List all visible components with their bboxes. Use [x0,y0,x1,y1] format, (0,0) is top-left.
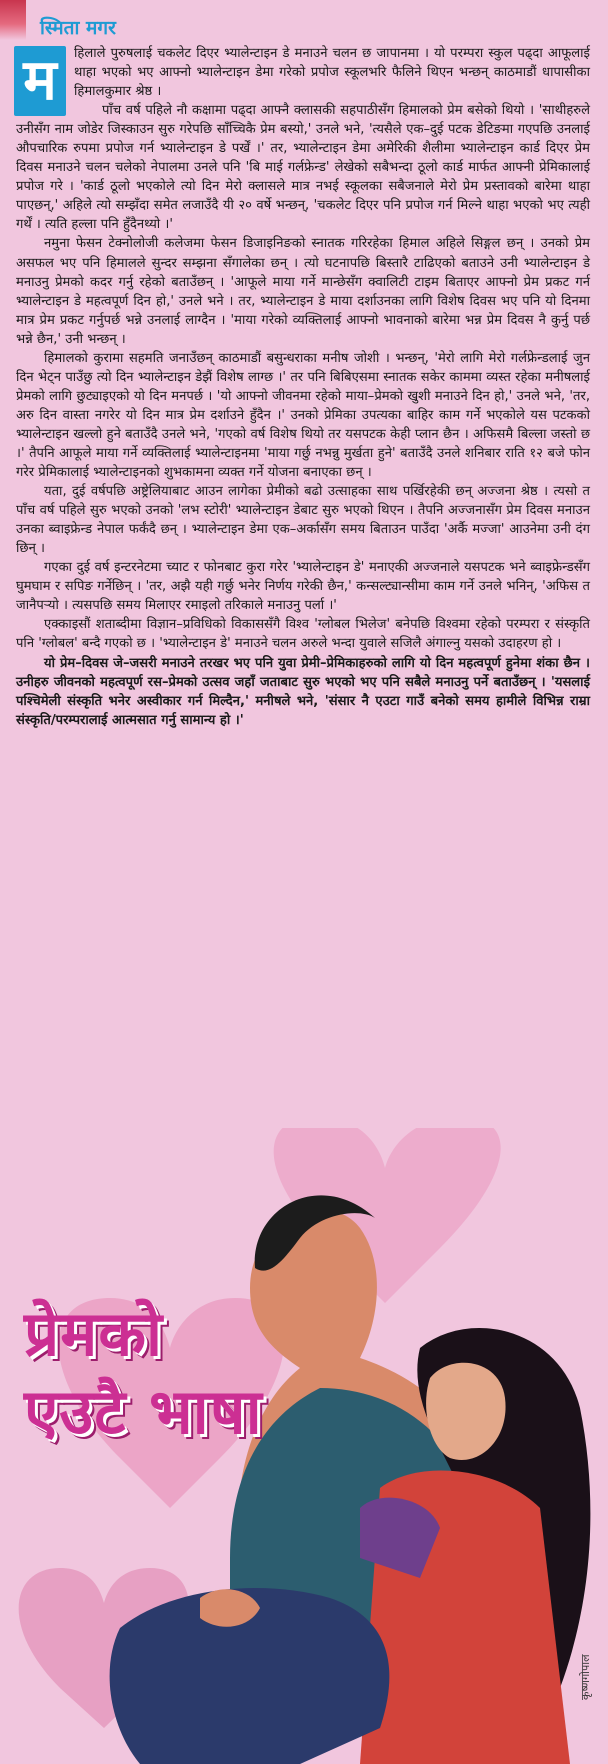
paragraph: एक्काइसौं शताब्दीमा विज्ञान–प्रविधिको विकाससँगै विश्व 'ग्लोबल भिलेज' बनेपछि विश्वमा रहेको परम्परा र संस्कृति पनि 'ग्लोबल' बन्दै गएको छ । 'भ्यालेन्टाइन डे' मनाउने चलन अरुले भन्दा युवाले सजिलै अंगाल्नु यसको उदाहरण हो । [16,617,590,652]
headline-line-2: एउटै भाषा [24,1375,263,1448]
corner-ribbon [0,0,26,40]
paragraph: हिलाले पुरुषलाई चकलेट दिएर भ्यालेन्टाइन डे मनाउने चलन छ जापानमा । यो परम्परा स्कुल पढ्दा आफूलाई थाहा भएको भए आफ्नो भ्यालेन्टाइन डेमा गरेको प्रपोज स्कूलभरि फैलिने थिएन भन्छन् काठमाडौं धापासीका हिमालकुमार श्रेष्ठ । [74,46,590,100]
paragraph: यो प्रेम–दिवस जे–जसरी मनाउने तरखर भए पनि युवा प्रेमी–प्रेमिकाहरुको लागि यो दिन महत्वपूर्ण हुनेमा शंका छैन । उनीहरु जीवनको महत्वपूर्ण रस–प्रेमको उत्सव जहाँ जताबाट सुरु भएको भए पनि सबैले मनाउनु पर्ने बताउँछन् । 'यसलाई पश्चिमेली संस्कृति भनेर अस्वीकार गर्न मिल्दैन,' मनीषले भने, 'संसार नै एउटा गाउँ बनेको समय हामीले विभिन्न राम्रा संस्कृति/परम्परालाई आत्मसात गर्नु सामान्य हो ।' [16,655,590,728]
paragraph: हिमालको कुरामा सहमति जनाउँछन् काठमाडौं बसुन्धराका मनीष जोशी । भन्छन्, 'मेरो लागि मेरो गर्लफ्रेन्डलाई जुन दिन भेट्न पाउँछु त्यो दिन भ्यालेन्टाइन डेझैं विशेष लाग्छ ।' तर पनि बिबिएसमा स्नातक सकेर काममा व्यस्त रहेका मनीषलाई प्रेमको लागि छुट्याइएको यो दिन मनपर्छ । 'यो आफ्नो जीवनमा रहेको माया–प्रेमको खुशी मनाउने दिन हो,' उनले भने, 'तर, अरु दिन वास्ता नगरेर यो दिन मात्र प्रेम दर्शाउने हुँदैन ।' उनको प्रेमिका उपत्यका बाहिर काम गर्ने भएकोले यस पटकको भ्यालेन्टाइन खल्लो हुने बताउँदै उनले भने, 'गएको वर्ष विशेष थियो तर यसपटक केही प्लान छैन । अफिसमै बिल्ला जस्तो छ ।' तैपनि आफूले माया गर्ने व्यक्तिलाई भ्यालेन्टाइनमा 'माया गर्छु नभन्नु मुर्खता हुने' बताउँदै उनले शनिबार राति १२ बजे फोन गरेर प्रेमिकालाई भ्यालेन्टाइनको शुभकामना व्यक्त गर्ने योजना बनाएका छन् । [16,350,590,481]
drop-cap: म [14,46,66,116]
illustrator-credit: कृष्णगोपाल [579,1654,592,1700]
paragraph: नमुना फेसन टेक्नोलोजी कलेजमा फेसन डिजाइनिङको स्नातक गरिरहेका हिमाल अहिले सिङ्गल छन् । उनको प्रेम असफल भए पनि हिमालले सुन्दर सम्झना सँगालेका छन् । त्यो घटनापछि बिस्तारै टाढिएको बताउने उनी भ्यालेन्टाइन डे मनाउनु प्रेमको कदर गर्नु रहेको बताउँछन् । 'आफूले माया गर्ने मान्छेसँग क्वालिटी टाइम बिताएर आफ्नो प्रेम प्रकट गर्न भ्यालेन्टाइन डे महत्वपूर्ण दिन हो,' उनले भने । तर, भ्यालेन्टाइन डे माया दर्शाउनका लागि विशेष दिवस भए पनि यो दिनमा मात्र प्रेम प्रकट गर्नुपर्छ भन्ने उनलाई लाग्दैन । 'माया गरेको व्यक्तिलाई आफ्नो भावनाको बारेमा भन्न प्रेम दिवस नै कुर्नु पर्छ भन्ने छैन,' उनी भन्छन् । [16,236,590,347]
paragraph: पाँच वर्ष पहिले नौ कक्षामा पढ्दा आफ्नै क्लासकी सहपाठीसँग हिमालको प्रेम बसेको थियो । 'साथीहरुले उनीसँग नाम जोडेर जिस्काउन सुरु गरेपछि साँच्चिकै प्रेम बस्यो,' उनले भने, 'त्यसैले एक–दुई पटक डेटिङमा गएपछि उनलाई औपचारिक रुपमा प्रपोज गर्न भ्यालेन्टाइन डे पर्खें ।' तर, भ्यालेन्टाइन डेमा अमेरिकी शैलीमा भ्यालेन्टाइन कार्ड दिएर प्रेम दिवस मनाउने चलन चलेको नेपालमा उनले पनि 'बि माई गर्लफ्रेन्ड' लेखेको सबैभन्दा ठूलो कार्ड मार्फत आफ्नी प्रेमिकालाई प्रपोज गरे । 'कार्ड ठूलो भएकोले त्यो दिन मेरो क्लासले मात्र नभई स्कूलका सबैजनाले मेरो प्रेम प्रस्तावको बारेमा थाहा पाएछन्,' अहिले त्यो सम्झँदा समेत लजाउँदै यी २० वर्षे भन्छन्, 'चकलेट दिएर पनि प्रपोज गर्न मिल्ने थाहा भएको भए त्यही गर्थें । त्यति हल्ला पनि हुँदैनथ्यो ।' [16,103,590,233]
headline-line-1: प्रेमको [24,1297,164,1370]
paragraph: गएका दुई वर्ष इन्टरनेटमा च्याट र फोनबाट कुरा गरेर 'भ्यालेन्टाइन डे' मनाएकी अज्जनाले यसपटक भने ब्वाइफ्रेन्डसँग घुमघाम र सपिङ गर्नेछिन् । 'तर, अझै यही गर्छु भनेर निर्णय गरेकी छैन,' कन्सल्ट्यान्सीमा काम गर्ने उनले भनिन्, 'अफिस त जानैपर्‍यो । त्यसपछि समय मिलाएर रमाइलो तरिकाले मनाउनु पर्ला ।' [16,560,590,614]
author-byline: स्मिता मगर [40,17,116,39]
article-body [16,44,590,730]
paragraph: यता, दुई वर्षपछि अष्ट्रेलियाबाट आउन लागेका प्रेमीको बढो उत्साहका साथ पर्खिरहेकी छन् अज्जना श्रेष्ठ । त्यसो त पाँच वर्ष पहिले सुरु भएको उनको 'लभ स्टोरी' भ्यालेन्टाइन डेबाट सुरु भएको थिएन । तैपनि अज्जनासँग प्रेम दिवस मनाउन उनका ब्वाइफ्रेन्ड नेपाल फर्कंदै छन् । भ्यालेन्टाइन डेमा एक–अर्कासँग समय बिताउन पाउँदा 'अर्कै मज्जा' आउनेमा उनी दंग छिन् । [16,484,590,557]
